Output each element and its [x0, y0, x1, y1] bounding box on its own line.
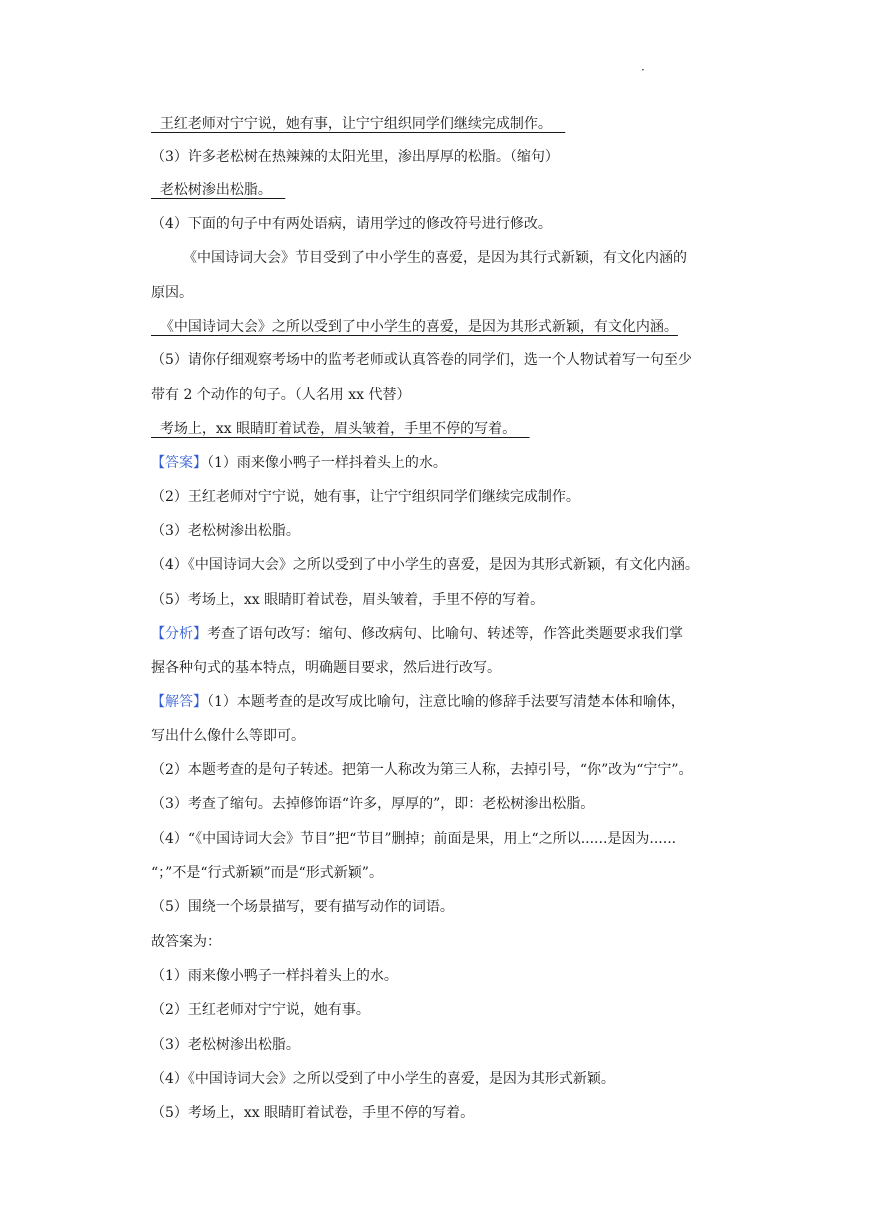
- answer-section-3: （3）老松树渗出松脂。: [151, 523, 300, 539]
- question-4: （4）下面的句子中有两处语病，请用学过的修改符号进行修改。: [151, 216, 552, 232]
- solution-line-1: [151, 692, 685, 712]
- solution-line-4: （3）考查了缩句。去掉修饰语“许多，厚厚的”，即：老松树渗出松脂。: [151, 796, 595, 812]
- solution-line-3: （2）本题考查的是句子转述。把第一人称改为第三人称，去掉引号，“你”改为“宁宁”。: [151, 762, 693, 778]
- solution-text: （1）本题考查的是改写成比喻句，注意比喻的修辞手法要写清楚本体和喻体，: [207, 694, 685, 710]
- analysis-line-1: [151, 624, 683, 644]
- question-4-sentence-cont: 原因。: [151, 285, 193, 301]
- solution-line-6: “；”不是“行式新颖”而是“形式新颖”。: [151, 865, 383, 881]
- answer-line-3: 老松树渗出松脂。: [151, 182, 286, 198]
- question-5-cont: 带有 2 个动作的句子。（人名用 xx 代替）: [151, 387, 411, 403]
- answer-tag: 【答案】: [151, 455, 207, 471]
- final-answer-3: （3）老松树渗出松脂。: [151, 1037, 300, 1053]
- answer-1-text: （1）雨来像小鸭子一样抖着头上的水。: [207, 455, 447, 471]
- answer-section-5: （5）考场上，xx 眼睛盯着试卷，眉头皱着，手里不停的写着。: [151, 592, 545, 608]
- final-answer-5: （5）考场上，xx 眼睛盯着试卷，手里不停的写着。: [151, 1105, 475, 1121]
- answer-section-2: （2）王红老师对宁宁说，她有事，让宁宁组织同学们继续完成制作。: [151, 489, 580, 505]
- analysis-text: 考查了语句改写：缩句、修改病句、比喻句、转述等，作答此类题要求我们掌: [207, 626, 683, 642]
- answer-line-4: 《中国诗词大会》之所以受到了中小学生的喜爱，是因为其形式新颖，有文化内涵。: [151, 319, 678, 335]
- answer-line-5: 考场上，xx 眼睛盯着试卷，眉头皱着，手里不停的写着。: [151, 421, 530, 437]
- final-answer-2: （2）王红老师对宁宁说，她有事。: [151, 1002, 370, 1018]
- analysis-tag: 【分析】: [151, 626, 207, 642]
- question-3: （3）许多老松树在热辣辣的太阳光里，渗出厚厚的松脂。（缩句）: [151, 149, 559, 165]
- solution-line-5: （4）“《中国诗词大会》节目”把“节目”删掉；前面是果，用上“之所以......是因为......: [151, 831, 677, 847]
- question-5: （5）请你仔细观察考场中的监考老师或认真答卷的同学们，选一个人物试着写一句至少: [151, 352, 692, 368]
- analysis-line-2: 握各种句式的基本特点，明确题目要求，然后进行改写。: [151, 660, 501, 676]
- final-answer-4: （4）《中国诗词大会》之所以受到了中小学生的喜爱，是因为其形式新颖。: [151, 1071, 615, 1087]
- solution-line-7: （5）围绕一个场景描写，要有描写动作的词语。: [151, 899, 454, 915]
- solution-line-2: 写出什么像什么等即可。: [151, 728, 305, 744]
- answer-section-4: （4）《中国诗词大会》之所以受到了中小学生的喜爱，是因为其形式新颖，有文化内涵。: [151, 557, 699, 573]
- page-dot: ·: [641, 63, 645, 77]
- answer-section-1: [151, 453, 447, 473]
- answer-line-2: 王红老师对宁宁说，她有事，让宁宁组织同学们继续完成制作。: [151, 116, 566, 132]
- final-answer-1: （1）雨来像小鸭子一样抖着头上的水。: [151, 968, 398, 984]
- question-4-sentence: 《中国诗词大会》节目受到了中小学生的喜爱，是因为其行式新颖，有文化内涵的: [183, 250, 687, 266]
- solution-tag: 【解答】: [151, 694, 207, 710]
- final-answer-heading: 故答案为：: [151, 934, 221, 950]
